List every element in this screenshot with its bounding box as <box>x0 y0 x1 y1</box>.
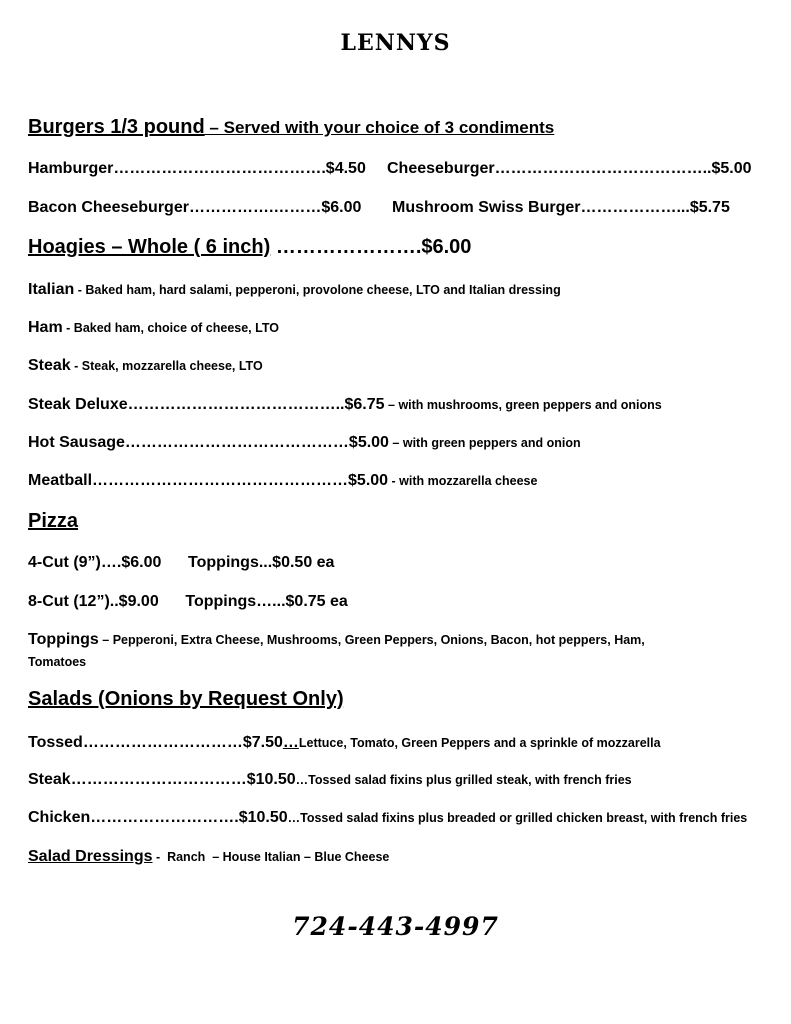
menu-item-ham <box>28 319 279 337</box>
pizza-heading: Pizza <box>28 510 79 532</box>
item-name: Steak <box>28 357 71 374</box>
item-desc: Lettuce, Tomato, Green Peppers and a sprinkle of mozzarella <box>298 736 661 750</box>
pizza-toppings-line2: Tomatoes <box>28 655 87 669</box>
menu-item-steak-deluxe <box>28 396 662 414</box>
menu-item-pizza-8cut: 8-Cut (12”)..$9.00 Toppings…...$0.75 ea <box>28 593 348 610</box>
salad-dressings-line <box>28 848 389 866</box>
menu-item-italian <box>28 281 561 299</box>
toppings-desc: – Pepperoni, Extra Cheese, Mushrooms, Green Peppers, Onions, Bacon, hot peppers, Ham, <box>98 633 645 647</box>
item-name: Chicken……………………….$10.50 <box>28 809 288 826</box>
menu-item-tossed-salad <box>28 734 661 752</box>
item-name: Italian <box>28 281 75 298</box>
pizza-toppings-line <box>28 631 645 649</box>
hoagies-heading: Hoagies – Whole ( 6 inch) <box>28 236 271 258</box>
toppings-label: Toppings <box>28 631 99 648</box>
item-desc: – with green peppers and onion <box>388 436 581 450</box>
item-desc: - Baked ham, hard salami, pepperoni, provolone cheese, LTO and Italian dressing <box>74 283 561 297</box>
item-name: Tossed…………………………$7.50 <box>28 734 283 751</box>
item-ellipsis: … <box>282 734 299 751</box>
menu-item-meatball <box>28 472 537 490</box>
item-name: Meatball…………………………………………$5.00 <box>28 472 389 489</box>
phone-number: 724-443-4997 <box>292 912 499 941</box>
hoagies-heading-line <box>28 236 471 259</box>
item-name: Steak……………………………$10.50 <box>28 771 296 788</box>
salads-heading-line <box>28 688 344 711</box>
item-desc: - Baked ham, choice of cheese, LTO <box>62 321 279 335</box>
item-name: Hot Sausage……………………………………$5.00 <box>28 434 389 451</box>
menu-item-pizza-4cut: 4-Cut (9”)….$6.00 Toppings...$0.50 ea <box>28 554 335 571</box>
item-name: Ham <box>28 319 63 336</box>
restaurant-name: LENNYS <box>340 30 451 56</box>
hoagies-heading-price: ………………….$6.00 <box>270 236 472 258</box>
menu-item-steak <box>28 357 263 375</box>
menu-item-steak-salad <box>28 771 632 789</box>
item-name: Steak Deluxe…………………………………..$6.75 <box>28 396 385 413</box>
salads-heading: Salads (Onions by Request Only) <box>28 688 344 710</box>
menu-item-mushroom-swiss: Mushroom Swiss Burger………………...$5.75 <box>392 199 730 216</box>
menu-item-hot-sausage <box>28 434 581 452</box>
menu-item-cheeseburger: Cheeseburger…………………………………..$5.00 <box>387 160 752 177</box>
menu-item-hamburger: Hamburger………………………………….$4.50 <box>28 160 366 177</box>
menu-item-chicken-salad <box>28 809 747 827</box>
burgers-heading-note: – Served with your choice of 3 condiments <box>204 118 555 137</box>
item-desc: - with mozzarella cheese <box>388 474 538 488</box>
dressings-desc: - Ranch – House Italian – Blue Cheese <box>152 850 390 864</box>
item-desc: …Tossed salad fixins plus breaded or grilled chicken breast, with french fries <box>287 811 748 825</box>
pizza-heading-line <box>28 510 78 533</box>
item-desc: – with mushrooms, green peppers and onions <box>384 398 662 412</box>
item-desc: - Steak, mozzarella cheese, LTO <box>70 359 263 373</box>
burgers-heading-line <box>28 116 554 139</box>
burgers-heading: Burgers 1/3 pound <box>28 116 205 138</box>
menu-item-bacon-cheeseburger: Bacon Cheeseburger…………….………$6.00 <box>28 199 362 216</box>
item-desc: …Tossed salad fixins plus grilled steak, with french fries <box>295 773 632 787</box>
dressings-label: Salad Dressings <box>28 848 153 865</box>
